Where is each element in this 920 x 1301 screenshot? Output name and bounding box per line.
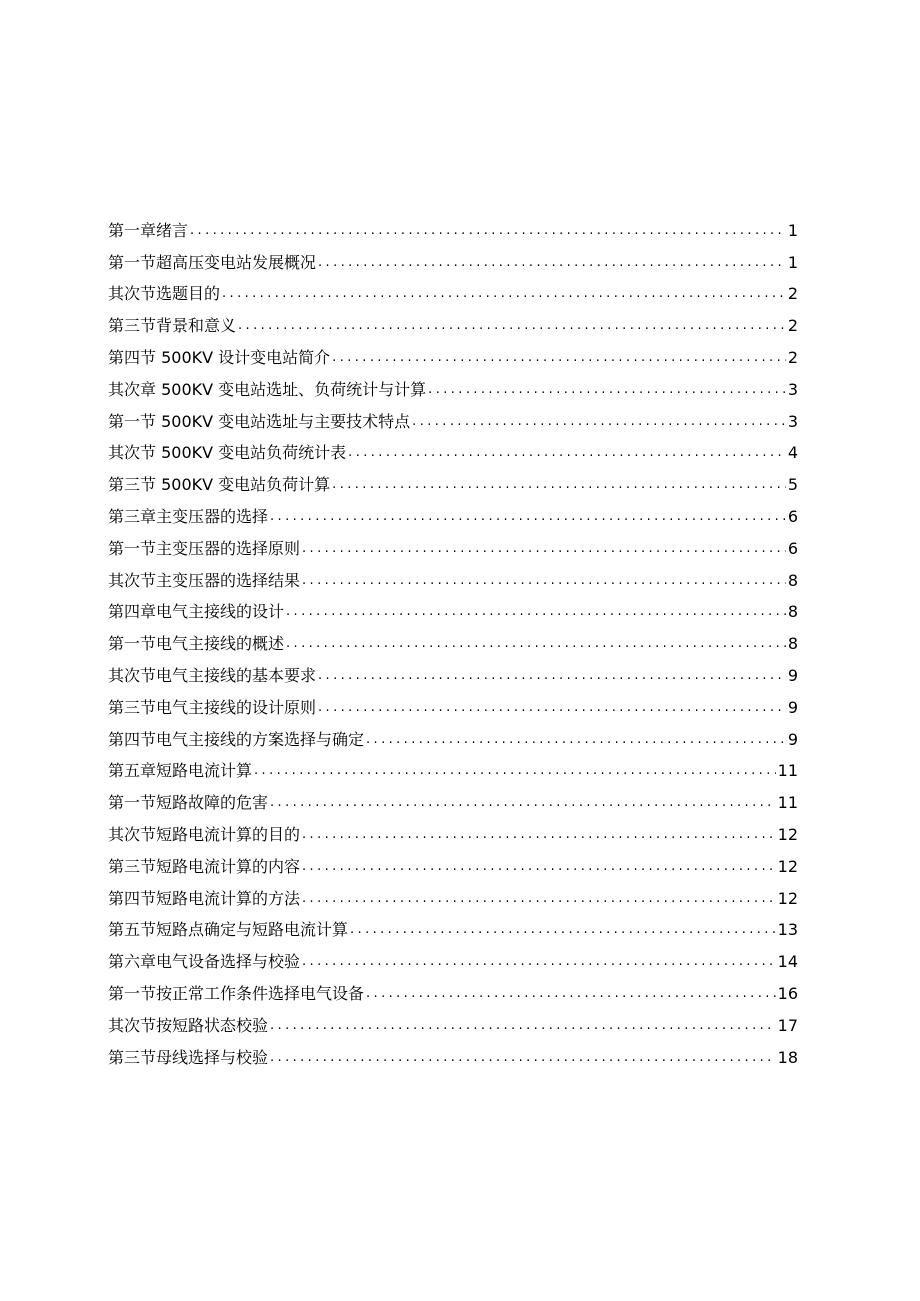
- toc-entry-title: 第三节 500KV 变电站负荷计算: [108, 475, 331, 495]
- toc-dot-leader: [302, 572, 786, 590]
- table-of-contents: [108, 208, 798, 1067]
- toc-entry[interactable]: [108, 908, 798, 940]
- toc-dot-leader: [350, 921, 776, 939]
- toc-entry-page-number: 12: [777, 824, 798, 844]
- toc-entry-page-number: 1: [787, 252, 798, 272]
- toc-entry-page-number: 8: [787, 602, 798, 622]
- toc-entry-title: 第五节短路点确定与短路电流计算: [108, 920, 349, 940]
- toc-entry-title: 第三节背景和意义: [108, 316, 237, 336]
- toc-entry[interactable]: [108, 939, 798, 971]
- toc-entry-title: 其次节电气主接线的基本要求: [108, 665, 317, 685]
- toc-entry-page-number: 13: [777, 920, 798, 940]
- toc-entry[interactable]: [108, 685, 798, 717]
- toc-entry-page-number: 2: [787, 284, 798, 304]
- toc-entry-page-number: 5: [787, 475, 798, 495]
- toc-dot-leader: [286, 635, 786, 653]
- toc-entry-page-number: 8: [787, 634, 798, 654]
- toc-entry[interactable]: [108, 335, 798, 367]
- toc-entry-title: 第三节电气主接线的设计原则: [108, 697, 317, 717]
- toc-dot-leader: [270, 794, 776, 812]
- toc-entry[interactable]: [108, 621, 798, 653]
- toc-entry[interactable]: [108, 303, 798, 335]
- toc-entry-page-number: 9: [787, 697, 798, 717]
- toc-dot-leader: [302, 953, 776, 971]
- toc-dot-leader: [190, 222, 786, 240]
- toc-entry-title: 第一节短路故障的危害: [108, 793, 269, 813]
- toc-entry-page-number: 17: [777, 1015, 798, 1035]
- toc-entry-page-number: 8: [787, 570, 798, 590]
- toc-entry[interactable]: [108, 812, 798, 844]
- toc-entry-title: 第四章电气主接线的设计: [108, 602, 285, 622]
- toc-entry[interactable]: [108, 780, 798, 812]
- toc-dot-leader: [332, 349, 786, 367]
- toc-entry-title: 第三节母线选择与校验: [108, 1047, 269, 1067]
- toc-entry[interactable]: [108, 558, 798, 590]
- toc-dot-leader: [270, 508, 786, 526]
- toc-entry-page-number: 6: [787, 538, 798, 558]
- toc-entry-page-number: 14: [777, 952, 798, 972]
- toc-entry[interactable]: [108, 240, 798, 272]
- toc-entry-page-number: 9: [787, 729, 798, 749]
- toc-dot-leader: [318, 699, 786, 717]
- toc-dot-leader: [302, 858, 776, 876]
- toc-entry[interactable]: [108, 462, 798, 494]
- toc-entry-title: 其次节短路电流计算的目的: [108, 824, 301, 844]
- toc-entry-title: 第五章短路电流计算: [108, 761, 253, 781]
- toc-dot-leader: [254, 762, 776, 780]
- toc-entry[interactable]: [108, 367, 798, 399]
- toc-entry-page-number: 3: [787, 411, 798, 431]
- toc-entry-title: 其次节 500KV 变电站负荷统计表: [108, 443, 347, 463]
- toc-entry[interactable]: [108, 272, 798, 304]
- toc-dot-leader: [270, 1017, 776, 1035]
- toc-dot-leader: [428, 381, 786, 399]
- toc-entry-title: 其次节选题目的: [108, 284, 221, 304]
- toc-entry[interactable]: [108, 431, 798, 463]
- toc-entry-title: 第四节短路电流计算的方法: [108, 888, 301, 908]
- toc-entry-page-number: 11: [777, 793, 798, 813]
- toc-dot-leader: [302, 826, 776, 844]
- toc-entry[interactable]: [108, 876, 798, 908]
- toc-entry-page-number: 11: [777, 761, 798, 781]
- toc-entry-title: 第一节 500KV 变电站选址与主要技术特点: [108, 411, 411, 431]
- toc-entry-title: 其次节按短路状态校验: [108, 1015, 269, 1035]
- toc-dot-leader: [238, 317, 786, 335]
- toc-entry-page-number: 16: [777, 983, 798, 1003]
- toc-entry-title: 第一章绪言: [108, 220, 189, 240]
- toc-entry[interactable]: [108, 844, 798, 876]
- toc-dot-leader: [332, 476, 786, 494]
- toc-dot-leader: [412, 413, 786, 431]
- toc-entry-page-number: 6: [787, 506, 798, 526]
- toc-dot-leader: [318, 667, 786, 685]
- toc-dot-leader: [348, 444, 786, 462]
- toc-dot-leader: [270, 1049, 776, 1067]
- toc-entry[interactable]: [108, 749, 798, 781]
- toc-entry-page-number: 3: [787, 379, 798, 399]
- toc-entry-title: 其次章 500KV 变电站选址、负荷统计与计算: [108, 379, 427, 399]
- toc-entry-title: 第四节 500KV 设计变电站简介: [108, 347, 331, 367]
- toc-dot-leader: [222, 285, 786, 303]
- toc-entry-page-number: 2: [787, 316, 798, 336]
- toc-entry-title: 第一节按正常工作条件选择电气设备: [108, 983, 365, 1003]
- toc-entry-title: 其次节主变压器的选择结果: [108, 570, 301, 590]
- toc-dot-leader: [286, 603, 786, 621]
- toc-entry-title: 第四节电气主接线的方案选择与确定: [108, 729, 365, 749]
- toc-entry-page-number: 2: [787, 347, 798, 367]
- toc-entry[interactable]: [108, 208, 798, 240]
- toc-entry[interactable]: [108, 526, 798, 558]
- toc-entry[interactable]: [108, 590, 798, 622]
- toc-entry-title: 第三章主变压器的选择: [108, 506, 269, 526]
- toc-entry-title: 第三节短路电流计算的内容: [108, 856, 301, 876]
- toc-entry-title: 第一节主变压器的选择原则: [108, 538, 301, 558]
- toc-entry-title: 第六章电气设备选择与校验: [108, 952, 301, 972]
- toc-entry-title: 第一节超高压变电站发展概况: [108, 252, 317, 272]
- toc-entry-page-number: 12: [777, 888, 798, 908]
- toc-dot-leader: [366, 985, 776, 1003]
- toc-entry[interactable]: [108, 1003, 798, 1035]
- toc-dot-leader: [302, 540, 786, 558]
- toc-entry-page-number: 1: [787, 220, 798, 240]
- toc-entry[interactable]: [108, 653, 798, 685]
- toc-entry[interactable]: [108, 494, 798, 526]
- toc-entry-page-number: 12: [777, 856, 798, 876]
- toc-entry[interactable]: [108, 399, 798, 431]
- toc-dot-leader: [302, 890, 776, 908]
- toc-entry-page-number: 18: [777, 1047, 798, 1067]
- toc-entry[interactable]: [108, 1035, 798, 1067]
- toc-dot-leader: [318, 254, 786, 272]
- toc-entry-title: 第一节电气主接线的概述: [108, 634, 285, 654]
- toc-entry-page-number: 4: [787, 443, 798, 463]
- toc-entry[interactable]: [108, 717, 798, 749]
- toc-dot-leader: [366, 731, 786, 749]
- toc-entry[interactable]: [108, 971, 798, 1003]
- toc-entry-page-number: 9: [787, 665, 798, 685]
